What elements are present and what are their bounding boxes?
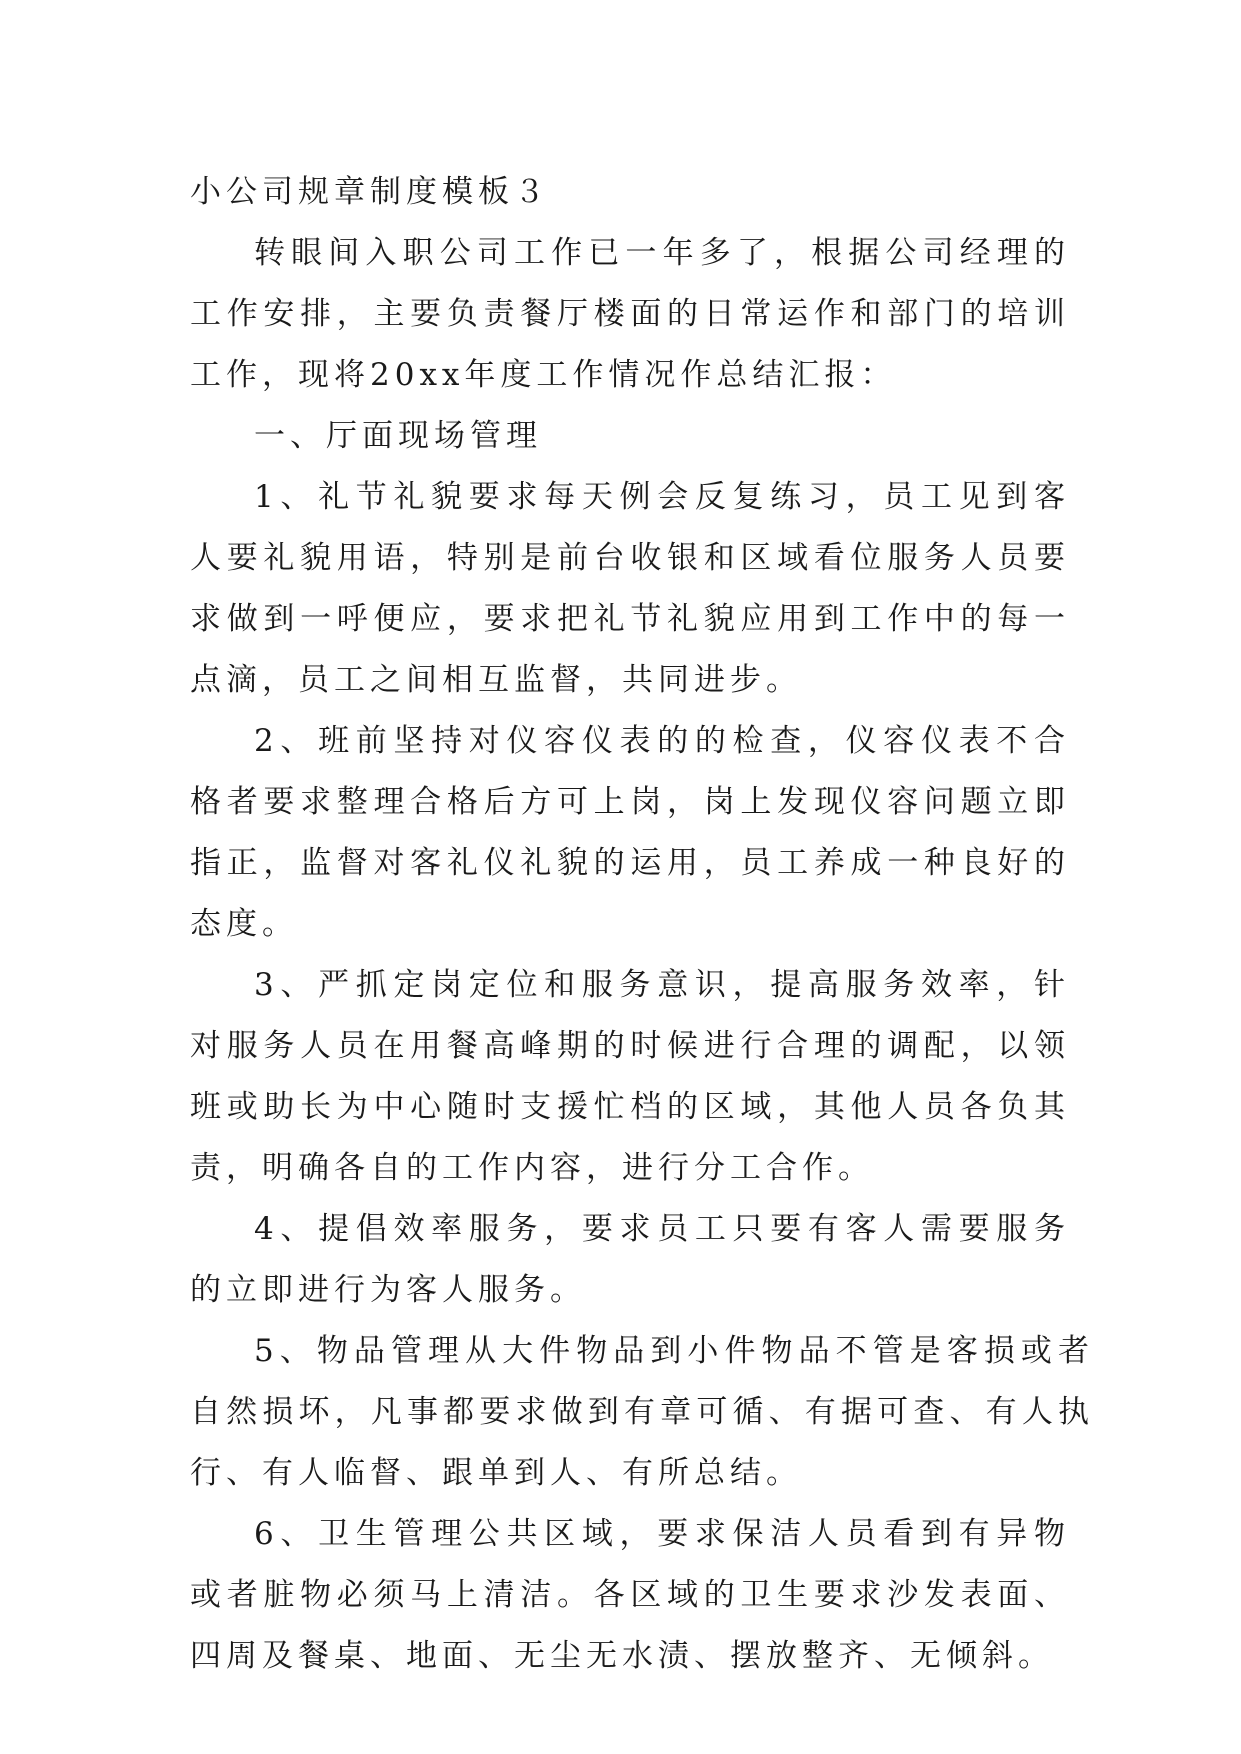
- paragraph-item-5: 5、物品管理从大件物品到小件物品不管是客损或者自然损坏，凡事都要求做到有章可循、有据可查、有人执行、有人临督、跟单到人、有所总结。: [190, 1333, 1094, 1491]
- paragraph-item-2: 2、班前坚持对仪容仪表的的检查，仪容仪表不合格者要求整理合格后方可上岗，岗上发现仪容问题立即指正，监督对客礼仪礼貌的运用，员工养成一种良好的态度。: [190, 723, 1070, 942]
- document-body: [190, 162, 1094, 1687]
- document-title: 小公司规章制度模板３: [190, 174, 550, 210]
- paragraph-intro: 转眼间入职公司工作已一年多了，根据公司经理的工作安排，主要负责餐厅楼面的日常运作和部门的培训工作，现将20xx年度工作情况作总结汇报：: [190, 235, 1070, 393]
- paragraph-item-4: 4、提倡效率服务，要求员工只要有客人需要服务的立即进行为客人服务。: [190, 1211, 1070, 1308]
- paragraph-item-3: 3、严抓定岗定位和服务意识，提高服务效率，针对服务人员在用餐高峰期的时候进行合理的调配，以领班或助长为中心随时支援忙档的区域，其他人员各负其责，明确各自的工作内容，进行分工合作。: [190, 967, 1070, 1186]
- paragraph-item-1: 1、礼节礼貌要求每天例会反复练习，员工见到客人要礼貌用语，特别是前台收银和区域看位服务人员要求做到一呼便应，要求把礼节礼貌应用到工作中的每一点滴，员工之间相互监督，共同进步。: [190, 479, 1070, 698]
- section-heading-hall-management: 一、厅面现场管理: [254, 418, 542, 454]
- paragraph-item-6: 6、卫生管理公共区域，要求保洁人员看到有异物或者脏物必须马上清洁。各区域的卫生要求沙发表面、四周及餐桌、地面、无尘无水渍、摆放整齐、无倾斜。: [190, 1516, 1070, 1674]
